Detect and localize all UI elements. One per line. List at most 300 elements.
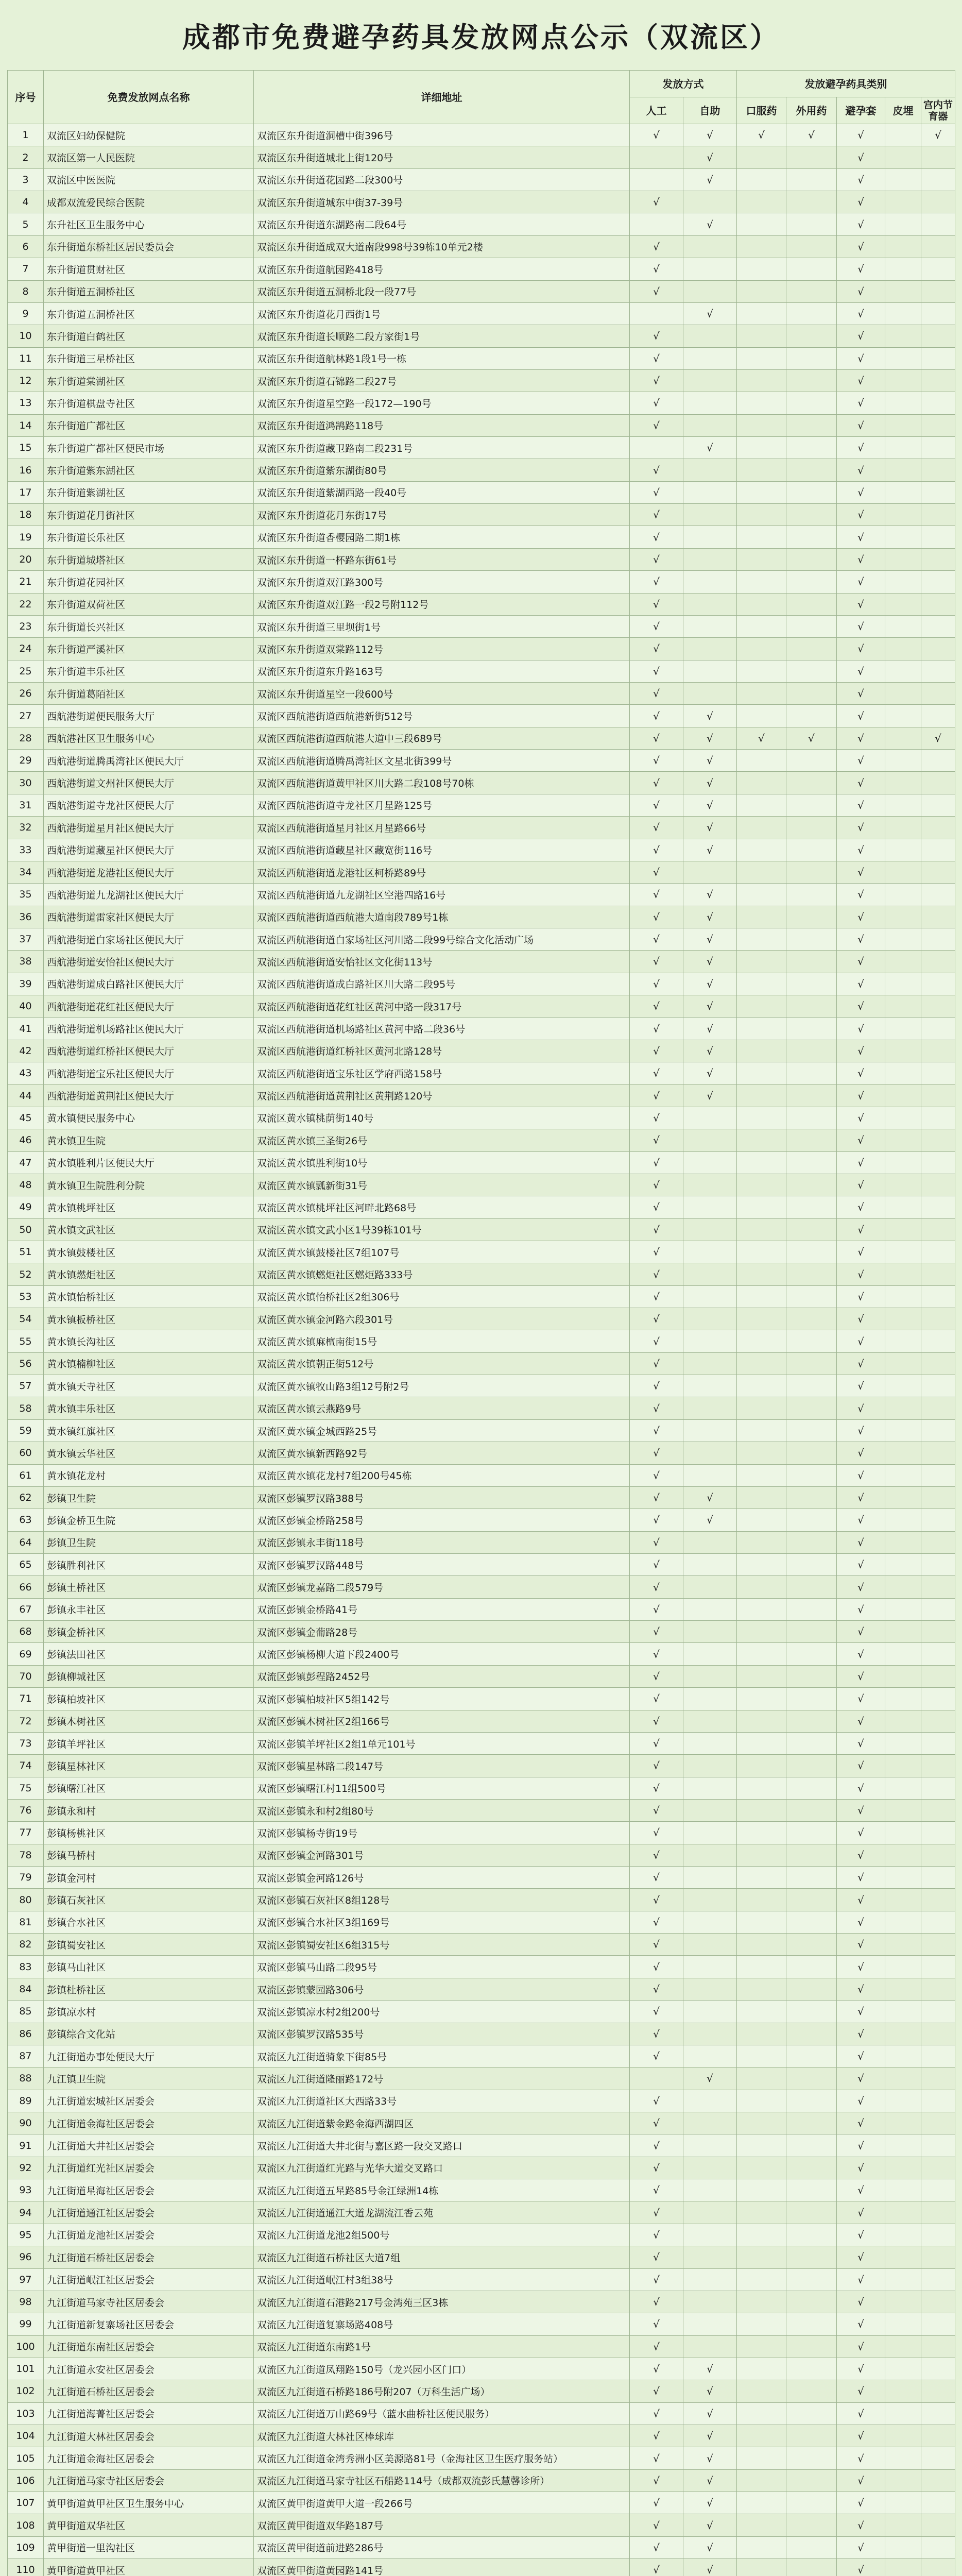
cell-auto-check bbox=[683, 2224, 737, 2246]
cell-name: 彭镇卫生院 bbox=[44, 1486, 254, 1509]
cell-iud-check bbox=[921, 1822, 955, 1844]
cell-external-check bbox=[786, 2001, 837, 2023]
cell-implant-check bbox=[885, 1867, 921, 1889]
table-row bbox=[8, 2201, 955, 2224]
cell-address: 双流区西航港街道黄甲社区川大路二段108号70栋 bbox=[254, 772, 630, 794]
cell-name: 九江街道金海社区居委会 bbox=[44, 2112, 254, 2134]
cell-iud-check bbox=[921, 1218, 955, 1241]
table-row bbox=[8, 928, 955, 950]
cell-auto-check: √ bbox=[683, 906, 737, 928]
cell-auto-check bbox=[683, 1576, 737, 1598]
cell-name: 彭镇土桥社区 bbox=[44, 1576, 254, 1598]
cell-address: 双流区东升街道三里坝街1号 bbox=[254, 615, 630, 637]
cell-iud-check bbox=[921, 1241, 955, 1263]
cell-address: 双流区西航港街道西航港新街512号 bbox=[254, 705, 630, 727]
table-row bbox=[8, 2112, 955, 2134]
table-row bbox=[8, 369, 955, 392]
table-row bbox=[8, 839, 955, 861]
cell-name: 彭镇金桥卫生院 bbox=[44, 1509, 254, 1531]
cell-name: 九江街道岷江社区居委会 bbox=[44, 2268, 254, 2291]
cell-implant-check bbox=[885, 951, 921, 973]
cell-address: 双流区九江街道龙池2组500号 bbox=[254, 2224, 630, 2246]
table-row bbox=[8, 2157, 955, 2179]
cell-oral-check bbox=[737, 839, 786, 861]
cell-implant-check bbox=[885, 325, 921, 347]
cell-implant-check bbox=[885, 727, 921, 749]
table-row bbox=[8, 884, 955, 906]
table-row bbox=[8, 2001, 955, 2023]
cell-seq: 90 bbox=[8, 2112, 44, 2134]
cell-manual-check: √ bbox=[630, 2112, 683, 2134]
cell-iud-check bbox=[921, 1688, 955, 1710]
cell-seq: 20 bbox=[8, 548, 44, 570]
cell-manual-check: √ bbox=[630, 906, 683, 928]
cell-condom-check: √ bbox=[837, 258, 885, 280]
cell-name: 西航港街道机场路社区便民大厅 bbox=[44, 1018, 254, 1040]
cell-external-check bbox=[786, 1956, 837, 1978]
cell-implant-check bbox=[885, 2536, 921, 2558]
cell-auto-check bbox=[683, 526, 737, 548]
cell-seq: 62 bbox=[8, 1486, 44, 1509]
cell-condom-check: √ bbox=[837, 1576, 885, 1598]
cell-name: 彭镇羊坪社区 bbox=[44, 1732, 254, 1754]
cell-seq: 88 bbox=[8, 2067, 44, 2090]
cell-external-check bbox=[786, 906, 837, 928]
cell-condom-check: √ bbox=[837, 2335, 885, 2358]
cell-address: 双流区九江街道骑象下街85号 bbox=[254, 2045, 630, 2067]
cell-manual-check: √ bbox=[630, 2201, 683, 2224]
cell-name: 黄水镇桃坪社区 bbox=[44, 1196, 254, 1218]
cell-oral-check bbox=[737, 2358, 786, 2380]
cell-oral-check bbox=[737, 861, 786, 883]
cell-implant-check bbox=[885, 414, 921, 436]
cell-external-check bbox=[786, 2246, 837, 2268]
cell-iud-check bbox=[921, 682, 955, 704]
cell-oral-check bbox=[737, 2023, 786, 2045]
cell-external-check bbox=[786, 2112, 837, 2134]
cell-address: 双流区黄水镇文武小区1号39栋101号 bbox=[254, 1218, 630, 1241]
cell-auto-check bbox=[683, 1464, 737, 1486]
cell-auto-check bbox=[683, 1822, 737, 1844]
cell-implant-check bbox=[885, 437, 921, 459]
cell-auto-check: √ bbox=[683, 124, 737, 146]
cell-name: 黄水镇花龙村 bbox=[44, 1464, 254, 1486]
cell-manual-check: √ bbox=[630, 1755, 683, 1777]
cell-auto-check bbox=[683, 548, 737, 570]
cell-manual-check: √ bbox=[630, 258, 683, 280]
cell-condom-check: √ bbox=[837, 705, 885, 727]
cell-condom-check: √ bbox=[837, 2157, 885, 2179]
cell-external-check bbox=[786, 750, 837, 772]
cell-oral-check bbox=[737, 1062, 786, 1084]
cell-external-check bbox=[786, 1352, 837, 1375]
cell-seq: 15 bbox=[8, 437, 44, 459]
cell-oral-check bbox=[737, 1174, 786, 1196]
cell-iud-check bbox=[921, 1285, 955, 1308]
cell-address: 双流区黄水镇新西路92号 bbox=[254, 1442, 630, 1464]
cell-auto-check bbox=[683, 1956, 737, 1978]
cell-external-check bbox=[786, 1486, 837, 1509]
cell-external-check bbox=[786, 571, 837, 593]
cell-condom-check: √ bbox=[837, 1151, 885, 1174]
cell-address: 双流区西航港街道西航港大道南段789号1栋 bbox=[254, 906, 630, 928]
cell-name: 彭镇永丰社区 bbox=[44, 1598, 254, 1620]
cell-oral-check bbox=[737, 548, 786, 570]
cell-implant-check bbox=[885, 1777, 921, 1799]
cell-manual-check: √ bbox=[630, 2179, 683, 2201]
cell-auto-check bbox=[683, 2023, 737, 2045]
cell-seq: 39 bbox=[8, 973, 44, 995]
table-row bbox=[8, 638, 955, 660]
cell-address: 双流区彭镇龙嘉路二段579号 bbox=[254, 1576, 630, 1598]
cell-condom-check: √ bbox=[837, 1285, 885, 1308]
cell-oral-check bbox=[737, 1598, 786, 1620]
cell-address: 双流区彭镇杨寺街19号 bbox=[254, 1822, 630, 1844]
cell-auto-check: √ bbox=[683, 2514, 737, 2536]
cell-oral-check bbox=[737, 2514, 786, 2536]
cell-address: 双流区黄水镇金城西路25号 bbox=[254, 1419, 630, 1442]
cell-auto-check: √ bbox=[683, 2402, 737, 2425]
cell-seq: 4 bbox=[8, 191, 44, 213]
cell-name: 黄水镇卫生院胜利分院 bbox=[44, 1174, 254, 1196]
cell-condom-check: √ bbox=[837, 571, 885, 593]
cell-condom-check: √ bbox=[837, 1956, 885, 1978]
cell-implant-check bbox=[885, 548, 921, 570]
table-row bbox=[8, 2402, 955, 2425]
cell-external-check bbox=[786, 794, 837, 816]
cell-external-check bbox=[786, 213, 837, 235]
cell-address: 双流区彭镇蒙园路306号 bbox=[254, 1978, 630, 2000]
cell-seq: 17 bbox=[8, 481, 44, 503]
cell-name: 九江街道马家寺社区居委会 bbox=[44, 2291, 254, 2313]
cell-condom-check: √ bbox=[837, 168, 885, 191]
table-row bbox=[8, 660, 955, 682]
cell-iud-check bbox=[921, 1062, 955, 1084]
cell-address: 双流区东升街道紫湖西路一段40号 bbox=[254, 481, 630, 503]
cell-manual-check: √ bbox=[630, 2514, 683, 2536]
cell-implant-check bbox=[885, 1151, 921, 1174]
table-row bbox=[8, 2291, 955, 2313]
cell-external-check bbox=[786, 2536, 837, 2558]
cell-external-check bbox=[786, 235, 837, 258]
cell-seq: 1 bbox=[8, 124, 44, 146]
cell-auto-check bbox=[683, 1196, 737, 1218]
cell-address: 双流区彭镇木树社区2组166号 bbox=[254, 1710, 630, 1732]
cell-seq: 96 bbox=[8, 2246, 44, 2268]
cell-seq: 36 bbox=[8, 906, 44, 928]
cell-external-check bbox=[786, 2134, 837, 2157]
cell-auto-check: √ bbox=[683, 727, 737, 749]
table-row bbox=[8, 1643, 955, 1665]
cell-name: 彭镇马桥村 bbox=[44, 1844, 254, 1866]
cell-implant-check bbox=[885, 1263, 921, 1285]
cell-manual-check: √ bbox=[630, 1934, 683, 1956]
cell-name: 黄甲街道一里沟社区 bbox=[44, 2536, 254, 2558]
table-row bbox=[8, 191, 955, 213]
cell-implant-check bbox=[885, 1375, 921, 1397]
cell-iud-check bbox=[921, 817, 955, 839]
cell-seq: 92 bbox=[8, 2157, 44, 2179]
cell-address: 双流区九江街道复寨场路408号 bbox=[254, 2313, 630, 2335]
cell-oral-check bbox=[737, 928, 786, 950]
table-row bbox=[8, 2246, 955, 2268]
cell-name: 东升街道丰乐社区 bbox=[44, 660, 254, 682]
cell-manual-check: √ bbox=[630, 2157, 683, 2179]
cell-manual-check: √ bbox=[630, 2246, 683, 2268]
cell-iud-check bbox=[921, 1263, 955, 1285]
cell-auto-check bbox=[683, 481, 737, 503]
cell-name: 彭镇杜桥社区 bbox=[44, 1978, 254, 2000]
cell-auto-check bbox=[683, 1934, 737, 1956]
cell-iud-check bbox=[921, 504, 955, 526]
cell-iud-check bbox=[921, 325, 955, 347]
table-row bbox=[8, 2335, 955, 2358]
cell-oral-check bbox=[737, 2268, 786, 2291]
cell-oral-check bbox=[737, 772, 786, 794]
cell-seq: 78 bbox=[8, 1844, 44, 1866]
cell-auto-check: √ bbox=[683, 1084, 737, 1107]
cell-seq: 11 bbox=[8, 347, 44, 369]
cell-seq: 101 bbox=[8, 2358, 44, 2380]
cell-iud-check bbox=[921, 2559, 955, 2576]
cell-manual-check: √ bbox=[630, 1308, 683, 1330]
cell-iud-check bbox=[921, 1442, 955, 1464]
cell-manual-check: √ bbox=[630, 369, 683, 392]
cell-external-check bbox=[786, 772, 837, 794]
cell-condom-check: √ bbox=[837, 928, 885, 950]
cell-oral-check bbox=[737, 2045, 786, 2067]
cell-condom-check: √ bbox=[837, 794, 885, 816]
cell-external-check bbox=[786, 1330, 837, 1352]
cell-condom-check: √ bbox=[837, 1018, 885, 1040]
table-row bbox=[8, 1799, 955, 1821]
cell-implant-check bbox=[885, 861, 921, 883]
cell-auto-check bbox=[683, 1397, 737, 1419]
cell-iud-check bbox=[921, 1665, 955, 1687]
cell-implant-check bbox=[885, 1241, 921, 1263]
cell-condom-check: √ bbox=[837, 1889, 885, 1911]
cell-seq: 44 bbox=[8, 1084, 44, 1107]
cell-oral-check bbox=[737, 2001, 786, 2023]
cell-condom-check: √ bbox=[837, 1867, 885, 1889]
cell-seq: 14 bbox=[8, 414, 44, 436]
cell-condom-check: √ bbox=[837, 2447, 885, 2469]
cell-iud-check bbox=[921, 1576, 955, 1598]
cell-external-check bbox=[786, 1889, 837, 1911]
cell-iud-check bbox=[921, 928, 955, 950]
cell-iud-check bbox=[921, 906, 955, 928]
cell-seq: 106 bbox=[8, 2469, 44, 2492]
cell-iud-check bbox=[921, 1151, 955, 1174]
cell-iud-check bbox=[921, 615, 955, 637]
table-row bbox=[8, 2425, 955, 2447]
cell-implant-check bbox=[885, 1397, 921, 1419]
cell-seq: 65 bbox=[8, 1554, 44, 1576]
cell-condom-check: √ bbox=[837, 1621, 885, 1643]
cell-auto-check bbox=[683, 1844, 737, 1866]
cell-implant-check bbox=[885, 235, 921, 258]
cell-implant-check bbox=[885, 772, 921, 794]
cell-oral-check bbox=[737, 2402, 786, 2425]
cell-oral-check bbox=[737, 2313, 786, 2335]
cell-oral-check bbox=[737, 995, 786, 1018]
cell-condom-check: √ bbox=[837, 191, 885, 213]
table-row bbox=[8, 2447, 955, 2469]
cell-name: 彭镇凉水村 bbox=[44, 2001, 254, 2023]
cell-address: 双流区九江街道石桥路186号附207（万科生活广场） bbox=[254, 2380, 630, 2402]
cell-implant-check bbox=[885, 2090, 921, 2112]
cell-implant-check bbox=[885, 1710, 921, 1732]
cell-iud-check bbox=[921, 1352, 955, 1375]
cell-manual-check: √ bbox=[630, 124, 683, 146]
cell-seq: 12 bbox=[8, 369, 44, 392]
cell-seq: 2 bbox=[8, 146, 44, 168]
cell-address: 双流区九江街道金湾秀洲小区美源路81号（金海社区卫生医疗服务站） bbox=[254, 2447, 630, 2469]
cell-implant-check bbox=[885, 2157, 921, 2179]
cell-condom-check: √ bbox=[837, 2134, 885, 2157]
cell-manual-check: √ bbox=[630, 2492, 683, 2514]
cell-oral-check bbox=[737, 369, 786, 392]
cell-manual-check: √ bbox=[630, 1621, 683, 1643]
cell-seq: 94 bbox=[8, 2201, 44, 2224]
cell-iud-check bbox=[921, 1643, 955, 1665]
cell-manual-check: √ bbox=[630, 2134, 683, 2157]
cell-condom-check: √ bbox=[837, 325, 885, 347]
cell-external-check bbox=[786, 2224, 837, 2246]
cell-implant-check bbox=[885, 1107, 921, 1129]
cell-oral-check bbox=[737, 2157, 786, 2179]
cell-name: 西航港街道九龙湖社区便民大厅 bbox=[44, 884, 254, 906]
cell-address: 双流区西航港街道龙港社区柯桥路89号 bbox=[254, 861, 630, 883]
cell-address: 双流区东升街道双江路一段2号附112号 bbox=[254, 593, 630, 615]
cell-implant-check bbox=[885, 2313, 921, 2335]
cell-oral-check bbox=[737, 750, 786, 772]
cell-seq: 75 bbox=[8, 1777, 44, 1799]
cell-address: 双流区九江街道通江大道龙湖流江香云苑 bbox=[254, 2201, 630, 2224]
cell-auto-check bbox=[683, 2246, 737, 2268]
cell-iud-check bbox=[921, 2492, 955, 2514]
cell-manual-check: √ bbox=[630, 1554, 683, 1576]
cell-oral-check bbox=[737, 280, 786, 302]
cell-iud-check bbox=[921, 414, 955, 436]
cell-external-check bbox=[786, 660, 837, 682]
cell-oral-check bbox=[737, 1688, 786, 1710]
cell-name: 彭镇星林社区 bbox=[44, 1755, 254, 1777]
cell-auto-check: √ bbox=[683, 213, 737, 235]
cell-iud-check bbox=[921, 1196, 955, 1218]
cell-condom-check: √ bbox=[837, 1352, 885, 1375]
cell-external-check bbox=[786, 1867, 837, 1889]
cell-manual-check: √ bbox=[630, 2536, 683, 2558]
cell-address: 双流区黄甲街道双华路187号 bbox=[254, 2514, 630, 2536]
cell-external-check bbox=[786, 2179, 837, 2201]
cell-name: 西航港街道龙港社区便民大厅 bbox=[44, 861, 254, 883]
cell-auto-check bbox=[683, 660, 737, 682]
table-row bbox=[8, 861, 955, 883]
cell-manual-check: √ bbox=[630, 1196, 683, 1218]
cell-implant-check bbox=[885, 2246, 921, 2268]
cell-address: 双流区东升街道花园路二段300号 bbox=[254, 168, 630, 191]
cell-auto-check: √ bbox=[683, 2469, 737, 2492]
table-row bbox=[8, 794, 955, 816]
cell-iud-check bbox=[921, 2045, 955, 2067]
cell-condom-check: √ bbox=[837, 213, 885, 235]
cell-seq: 87 bbox=[8, 2045, 44, 2067]
cell-seq: 71 bbox=[8, 1688, 44, 1710]
cell-name: 西航港街道安怡社区便民大厅 bbox=[44, 951, 254, 973]
cell-iud-check bbox=[921, 526, 955, 548]
table-row bbox=[8, 481, 955, 503]
cell-oral-check bbox=[737, 235, 786, 258]
cell-condom-check: √ bbox=[837, 1486, 885, 1509]
cell-external-check bbox=[786, 884, 837, 906]
cell-address: 双流区东升街道成双大道南段998号39栋10单元2楼 bbox=[254, 235, 630, 258]
cell-address: 双流区彭镇金河路301号 bbox=[254, 1844, 630, 1866]
cell-manual-check: √ bbox=[630, 1397, 683, 1419]
cell-oral-check bbox=[737, 1084, 786, 1107]
table-row bbox=[8, 1732, 955, 1754]
cell-condom-check: √ bbox=[837, 906, 885, 928]
cell-auto-check bbox=[683, 2268, 737, 2291]
cell-implant-check bbox=[885, 1554, 921, 1576]
cell-condom-check: √ bbox=[837, 1464, 885, 1486]
cell-auto-check bbox=[683, 593, 737, 615]
cell-oral-check bbox=[737, 1509, 786, 1531]
cell-implant-check bbox=[885, 1643, 921, 1665]
cell-manual-check: √ bbox=[630, 1978, 683, 2000]
cell-auto-check bbox=[683, 571, 737, 593]
cell-address: 双流区彭镇凉水村2组200号 bbox=[254, 2001, 630, 2023]
cell-external-check bbox=[786, 1777, 837, 1799]
cell-auto-check bbox=[683, 1621, 737, 1643]
cell-name: 黄水镇怡桥社区 bbox=[44, 1285, 254, 1308]
cell-implant-check bbox=[885, 817, 921, 839]
cell-seq: 27 bbox=[8, 705, 44, 727]
table-row bbox=[8, 1308, 955, 1330]
cell-seq: 26 bbox=[8, 682, 44, 704]
cell-seq: 33 bbox=[8, 839, 44, 861]
cell-external-check bbox=[786, 1531, 837, 1553]
table-row bbox=[8, 593, 955, 615]
cell-manual-check: √ bbox=[630, 1777, 683, 1799]
cell-auto-check bbox=[683, 504, 737, 526]
cell-auto-check: √ bbox=[683, 1062, 737, 1084]
table-row bbox=[8, 1621, 955, 1643]
cell-seq: 61 bbox=[8, 1464, 44, 1486]
page-title: 成都市免费避孕药具发放网点公示（双流区） bbox=[182, 21, 780, 54]
cell-external-check bbox=[786, 705, 837, 727]
cell-iud-check bbox=[921, 2268, 955, 2291]
table-row bbox=[8, 1107, 955, 1129]
cell-condom-check: √ bbox=[837, 548, 885, 570]
cell-iud-check bbox=[921, 1531, 955, 1553]
cell-oral-check bbox=[737, 1040, 786, 1062]
cell-iud-check bbox=[921, 571, 955, 593]
cell-auto-check bbox=[683, 1129, 737, 1151]
table-row bbox=[8, 1777, 955, 1799]
cell-condom-check: √ bbox=[837, 951, 885, 973]
cell-manual-check: √ bbox=[630, 347, 683, 369]
cell-seq: 46 bbox=[8, 1129, 44, 1151]
cell-implant-check bbox=[885, 1308, 921, 1330]
cell-seq: 97 bbox=[8, 2268, 44, 2291]
cell-external-check bbox=[786, 1576, 837, 1598]
cell-external-check bbox=[786, 1643, 837, 1665]
cell-name: 黄水镇卫生院 bbox=[44, 1129, 254, 1151]
cell-manual-check: √ bbox=[630, 750, 683, 772]
cell-name: 东升街道花月街社区 bbox=[44, 504, 254, 526]
cell-condom-check: √ bbox=[837, 2045, 885, 2067]
